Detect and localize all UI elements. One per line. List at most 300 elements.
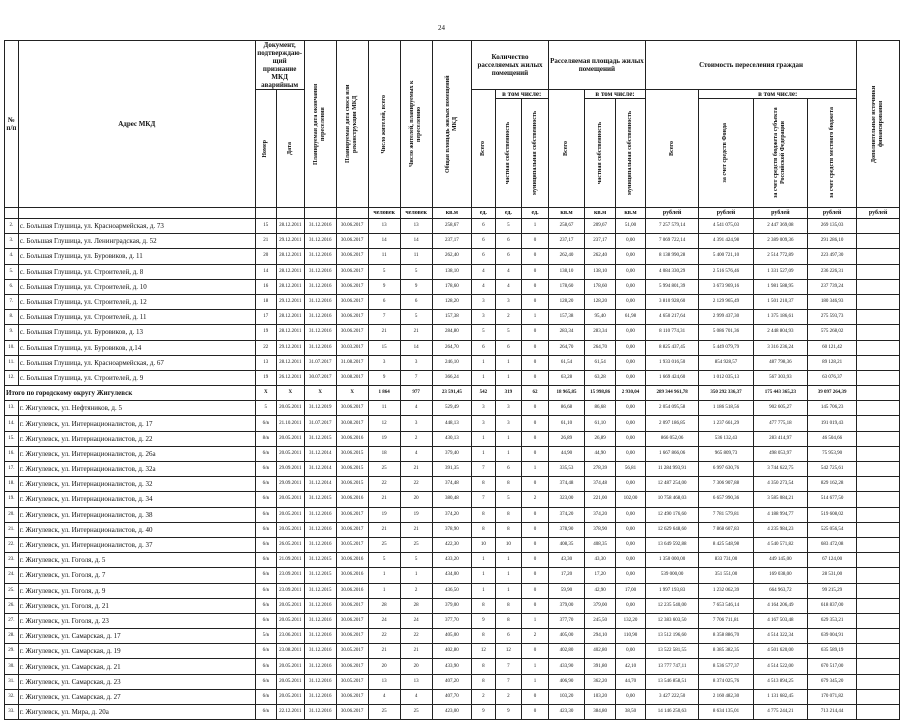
col-area-including: в том числе: <box>585 90 646 99</box>
cell-at: 103,20 <box>548 689 584 704</box>
cell-ap: 384,80 <box>585 705 616 720</box>
cell-cm: 0 <box>522 689 549 704</box>
table-row <box>5 492 900 507</box>
cell-rt: 25 <box>368 537 400 552</box>
cell-end: 31.12.2014 <box>304 462 336 477</box>
cell-dem: 30.08.2017 <box>336 416 368 431</box>
cell-loc: 39 097 264,39 <box>808 386 857 401</box>
cell-rt: 18 <box>368 446 400 461</box>
cell-reg: 175 443 365,23 <box>753 386 807 401</box>
cell-ct: 1 <box>472 583 495 598</box>
cell-cp: 3 <box>495 401 522 416</box>
cell-no: 14. <box>5 416 19 431</box>
cell-ap: 26,89 <box>585 431 616 446</box>
cell-loc: 60 121,42 <box>808 340 857 355</box>
table-row <box>5 689 900 704</box>
cell-ext <box>857 674 900 689</box>
cell-ext <box>857 340 900 355</box>
cell-addr: г. Жигулевск, ул. Гоголя, д. 7 <box>18 568 255 583</box>
table-row <box>5 264 900 279</box>
cell-cp: 4 <box>495 264 522 279</box>
cell-fund: 2 160 482,30 <box>699 689 753 704</box>
cell-dem: 30.06.2017 <box>336 219 368 234</box>
table-row <box>5 219 900 234</box>
cell-loc: 191 019,43 <box>808 416 857 431</box>
unit-cell: ед. <box>522 208 549 219</box>
cell-fund: 8 385 382,35 <box>699 644 753 659</box>
cell-ta: 430,13 <box>432 431 471 446</box>
cell-cost: 13 777 747,11 <box>645 659 698 674</box>
cell-ta: 433,90 <box>432 659 471 674</box>
cell-cm: 0 <box>522 234 549 249</box>
cell-loc: 99 215,29 <box>808 583 857 598</box>
cell-ta: 423,00 <box>432 705 471 720</box>
cell-rp: 14 <box>400 340 432 355</box>
cell-ext <box>857 583 900 598</box>
cell-dem: 30.06.2016 <box>336 431 368 446</box>
cell-fund: 7 706 711,81 <box>699 613 753 628</box>
cell-ap: 237,17 <box>585 234 616 249</box>
cell-am: 0,00 <box>616 446 646 461</box>
cell-ct: 1 <box>472 355 495 370</box>
cell-reg: 1 501 210,37 <box>753 294 807 309</box>
cell-ext <box>857 659 900 674</box>
cell-num: 6/в <box>255 674 276 689</box>
cell-loc: 28 531,00 <box>808 568 857 583</box>
cell-ext <box>857 462 900 477</box>
cell-ct: 7 <box>472 462 495 477</box>
cell-ct: 4 <box>472 264 495 279</box>
cell-num: 6/в <box>255 416 276 431</box>
cell-ct: 12 <box>472 644 495 659</box>
cell-dem: 30.06.2017 <box>336 279 368 294</box>
cell-dem: 30.06.2017 <box>336 325 368 340</box>
cell-end: 31.12.2019 <box>304 401 336 416</box>
cell-ap: 264,70 <box>585 340 616 355</box>
cell-rt: 12 <box>368 416 400 431</box>
cell-no: 18. <box>5 477 19 492</box>
cell-ext <box>857 553 900 568</box>
cell-ta: 380,48 <box>432 492 471 507</box>
cell-rp: 4 <box>400 401 432 416</box>
cell-am: 110,90 <box>616 629 646 644</box>
col-doc-number: Номер <box>255 90 276 208</box>
col-planned-demolish: Планируемая дата сноса или реконструкции МКД <box>336 41 368 208</box>
unit-cell: рублей <box>645 208 698 219</box>
cell-rp: 2 <box>400 583 432 598</box>
cell-cost: 1 667 866,06 <box>645 446 698 461</box>
cell-rp: 21 <box>400 522 432 537</box>
cell-cp: 9 <box>495 705 522 720</box>
cell-loc: 46 504,66 <box>808 431 857 446</box>
cell-addr: г. Жигулевск, ул. Интернационалистов, д. 37 <box>18 537 255 552</box>
cell-addr: г. Жигулевск, ул. Гоголя, д. 5 <box>18 553 255 568</box>
cell-cost: 866 052,06 <box>645 431 698 446</box>
cell-reg: 2 448 804,93 <box>753 325 807 340</box>
cell-num: 6/в <box>255 659 276 674</box>
cell-no: 24. <box>5 568 19 583</box>
cell-rt: 11 <box>368 401 400 416</box>
cell-date: 29.09.2011 <box>276 462 304 477</box>
cell-cp: 8 <box>495 613 522 628</box>
cell-at: 406,90 <box>548 674 584 689</box>
cell-loc: 180 346,93 <box>808 294 857 309</box>
cell-rt: 5 <box>368 553 400 568</box>
cell-cp: 1 <box>495 446 522 461</box>
cell-loc: 75 953,90 <box>808 446 857 461</box>
cell-end: 31.12.2014 <box>304 446 336 461</box>
cell-date: 29.09.2011 <box>276 477 304 492</box>
cell-num: 17 <box>255 310 276 325</box>
cell-ap: 294,10 <box>585 629 616 644</box>
cell-date: 20.05.2011 <box>276 446 304 461</box>
table-row <box>5 431 900 446</box>
cell-reg: 477 775,18 <box>753 416 807 431</box>
cell-date: 28.12.2011 <box>276 219 304 234</box>
cell-cp: 5 <box>495 492 522 507</box>
cell-fund: 350 292 336,37 <box>699 386 753 401</box>
cell-rp: 3 <box>400 416 432 431</box>
cell-at: 43,30 <box>548 553 584 568</box>
cell-ta: 284,80 <box>432 325 471 340</box>
cell-fund: 8 425 548,98 <box>699 537 753 552</box>
cell-at: 59,90 <box>548 583 584 598</box>
cell-end: 31.12.2016 <box>304 537 336 552</box>
cell-addr: г. Жигулевск, ул. Гоголя, д. 21 <box>18 598 255 613</box>
cell-ap: 262,40 <box>585 249 616 264</box>
table-row <box>5 294 900 309</box>
cell-ta: 23 591,45 <box>432 386 471 401</box>
cell-no: 32. <box>5 689 19 704</box>
cell-end: 31.12.2016 <box>304 659 336 674</box>
cell-rt: 19 <box>368 507 400 522</box>
col-number: № п/п <box>5 41 19 208</box>
table-row <box>5 279 900 294</box>
cell-at: 405,00 <box>548 629 584 644</box>
cell-addr: г. Жигулевск, ул. Самарская, д. 23 <box>18 674 255 689</box>
table-row <box>5 537 900 552</box>
table-row <box>5 234 900 249</box>
col-area-total: Всего <box>548 90 584 208</box>
cell-loc: 683 472,08 <box>808 537 857 552</box>
cell-dem: 30.08.2017 <box>336 370 368 385</box>
cell-end: 31.12.2016 <box>304 294 336 309</box>
cell-ct: 1 <box>472 553 495 568</box>
cell-no: 13. <box>5 401 19 416</box>
cell-loc: 635 589,19 <box>808 644 857 659</box>
cell-ext <box>857 613 900 628</box>
cell-rt: 6 <box>368 294 400 309</box>
cell-cost: 5 994 801,39 <box>645 279 698 294</box>
cell-ct: 1 <box>472 446 495 461</box>
cell-cp: 1 <box>495 355 522 370</box>
cell-rt: 21 <box>368 644 400 659</box>
cell-dem: 30.05.2017 <box>336 674 368 689</box>
col-cost-regional: за счет средств бюджета субъекта Российской Федерации <box>753 99 807 208</box>
cell-no: 27. <box>5 613 19 628</box>
cell-loc: 89 128,21 <box>808 355 857 370</box>
cell-addr: с. Большая Глушица, ул. Строителей, д. 9 <box>18 370 255 385</box>
cell-end: 31.12.2016 <box>304 264 336 279</box>
cell-cost: 539 000,00 <box>645 568 698 583</box>
cell-at: 157,38 <box>548 310 584 325</box>
col-area-municipal: муниципальная собственность <box>616 99 646 208</box>
cell-addr: с. Большая Глушица, ул. Красноармейская, д. 67 <box>18 355 255 370</box>
cell-ap: 221,00 <box>585 492 616 507</box>
cell-ext <box>857 507 900 522</box>
cell-cm: 0 <box>522 249 549 264</box>
cell-ext <box>857 477 900 492</box>
cell-dem: 30.06.2016 <box>336 568 368 583</box>
cell-loc: 170 071,82 <box>808 689 857 704</box>
cell-ct: 9 <box>472 705 495 720</box>
cell-ext <box>857 386 900 401</box>
cell-ct: 3 <box>472 294 495 309</box>
table-row <box>5 583 900 598</box>
unit-cell: рублей <box>857 208 900 219</box>
cell-cm: 0 <box>522 446 549 461</box>
cell-cm: 0 <box>522 294 549 309</box>
cell-addr: г. Жигулевск, ул. Интернационалистов, д. 26а <box>18 446 255 461</box>
cell-num: 6/в <box>255 492 276 507</box>
cell-fund: 8 634 135,01 <box>699 705 753 720</box>
cell-end: 31.12.2015 <box>304 583 336 598</box>
cell-dem: 30.06.2017 <box>336 234 368 249</box>
cell-addr: с. Большая Глушица, ул. Строителей, д. 10 <box>18 279 255 294</box>
cell-cm: 0 <box>522 598 549 613</box>
cell-num: 6/в <box>255 568 276 583</box>
cell-ta: 138,10 <box>432 264 471 279</box>
cell-ct: 4 <box>472 279 495 294</box>
cell-end: 31.12.2016 <box>304 705 336 720</box>
cell-rt: 13 <box>368 674 400 689</box>
cell-reg: 283 414,97 <box>753 431 807 446</box>
cell-cost: 1 669 424,60 <box>645 370 698 385</box>
cell-reg: 1 331 527,09 <box>753 264 807 279</box>
cell-date: X <box>276 386 304 401</box>
cell-dem: 30.06.2016 <box>336 583 368 598</box>
cell-cm: 62 <box>522 386 549 401</box>
col-count-including: в том числе: <box>495 90 548 99</box>
cell-reg: 4 513 894,25 <box>753 674 807 689</box>
cell-reg: 169 038,00 <box>753 568 807 583</box>
cell-rt: 9 <box>368 279 400 294</box>
col-cost-including: в том числе: <box>699 90 857 99</box>
cell-ext <box>857 522 900 537</box>
cell-at: 138,10 <box>548 264 584 279</box>
cell-num: 6/в <box>255 462 276 477</box>
cell-end: X <box>304 386 336 401</box>
cell-ap: 61,54 <box>585 355 616 370</box>
cell-cost: 1 933 016,50 <box>645 355 698 370</box>
col-residents-total: Число жителей, всего <box>368 41 400 208</box>
cell-ct: 8 <box>472 598 495 613</box>
cell-num: 22 <box>255 340 276 355</box>
cell-am: 0,00 <box>616 401 646 416</box>
cell-cp: 10 <box>495 537 522 552</box>
cell-at: 128,20 <box>548 294 584 309</box>
col-count-municipal: муниципальная собственность <box>522 99 549 208</box>
cell-num: X <box>255 386 276 401</box>
cell-cp: 3 <box>495 294 522 309</box>
cell-rt: 1 <box>368 583 400 598</box>
cell-ta: 246,10 <box>432 355 471 370</box>
cell-at: 86,68 <box>548 401 584 416</box>
cell-date: 23.09.2011 <box>276 568 304 583</box>
cell-dem: 30.06.2017 <box>336 401 368 416</box>
cell-fund: 536 132,43 <box>699 431 753 446</box>
cell-rt: 25 <box>368 462 400 477</box>
cell-reg: 2 447 369,08 <box>753 219 807 234</box>
table-row <box>5 325 900 340</box>
cell-end: 31.12.2016 <box>304 613 336 628</box>
cell-cm: 0 <box>522 477 549 492</box>
cell-ap: 374,48 <box>585 477 616 492</box>
cell-date: 20.05.2011 <box>276 598 304 613</box>
cell-rp: 13 <box>400 219 432 234</box>
cell-ext <box>857 325 900 340</box>
cell-ta: 529,49 <box>432 401 471 416</box>
col-cost-local: за счет средств местного бюджета <box>808 99 857 208</box>
cell-cm: 1 <box>522 659 549 674</box>
cell-ta: 402,80 <box>432 644 471 659</box>
cell-ext <box>857 568 900 583</box>
cell-cm: 0 <box>522 279 549 294</box>
table-row <box>5 401 900 416</box>
cell-reg: 4 167 503,48 <box>753 613 807 628</box>
cell-am: 0,00 <box>616 507 646 522</box>
cell-ext <box>857 629 900 644</box>
cell-ext <box>857 234 900 249</box>
cell-cp: 8 <box>495 507 522 522</box>
cell-dem: 30.05.2017 <box>336 537 368 552</box>
cell-at: 264,70 <box>548 340 584 355</box>
cell-cp: 2 <box>495 689 522 704</box>
cell-cp: 7 <box>495 674 522 689</box>
cell-at: 408,35 <box>548 537 584 552</box>
cell-end: 31.12.2014 <box>304 477 336 492</box>
cell-ap: 245,50 <box>585 613 616 628</box>
cell-cost: 14 146 250,63 <box>645 705 698 720</box>
cell-date: 22.12.2011 <box>276 705 304 720</box>
cell-cm: 1 <box>522 310 549 325</box>
cell-ap: 61,10 <box>585 416 616 431</box>
cell-loc: 525 056,54 <box>808 522 857 537</box>
cell-fund: 6 657 990,36 <box>699 492 753 507</box>
cell-num: 19 <box>255 370 276 385</box>
table-row <box>5 370 900 385</box>
cell-end: 30.07.2017 <box>304 370 336 385</box>
cell-fund: 8 374 025,76 <box>699 674 753 689</box>
cell-rp: 13 <box>400 674 432 689</box>
cell-num: 6/в <box>255 553 276 568</box>
cell-ap: 44,90 <box>585 446 616 461</box>
cell-loc: 829 162,28 <box>808 477 857 492</box>
cell-ext <box>857 264 900 279</box>
cell-end: 31.12.2016 <box>304 340 336 355</box>
cell-am: 0,00 <box>616 598 646 613</box>
cell-ta: 379,00 <box>432 598 471 613</box>
cell-ext <box>857 431 900 446</box>
cell-ct: 8 <box>472 674 495 689</box>
cell-no: 26. <box>5 598 19 613</box>
cell-rp: 21 <box>400 644 432 659</box>
cell-cost: 8 825 437,45 <box>645 340 698 355</box>
cell-ap: 103,20 <box>585 689 616 704</box>
cell-ap: 128,20 <box>585 294 616 309</box>
cell-date: 28.12.2011 <box>276 279 304 294</box>
cell-addr: г. Жигулевск, ул. Интернационалистов, д. 32а <box>18 462 255 477</box>
cell-rp: 9 <box>400 279 432 294</box>
cell-ext <box>857 705 900 720</box>
cell-rt: 13 <box>368 219 400 234</box>
cell-cm: 0 <box>522 416 549 431</box>
cell-dem: 30.05.2017 <box>336 644 368 659</box>
cell-loc: 670 517,00 <box>808 659 857 674</box>
cell-fund: 8 358 886,70 <box>699 629 753 644</box>
cell-cost: 13 649 592,88 <box>645 537 698 552</box>
cell-end: 31.07.2017 <box>304 355 336 370</box>
cell-date: 26.12.2011 <box>276 370 304 385</box>
cell-date: 28.12.2011 <box>276 355 304 370</box>
cell-am: 44,70 <box>616 674 646 689</box>
col-doc-date: Дата <box>276 90 304 208</box>
cell-at: 374,20 <box>548 507 584 522</box>
cell-no: 30. <box>5 659 19 674</box>
cell-reg: 498 053,97 <box>753 446 807 461</box>
cell-cost: 3 810 928,60 <box>645 294 698 309</box>
cell-end: 31.12.2016 <box>304 674 336 689</box>
cell-ta: 422,30 <box>432 537 471 552</box>
cell-rt: 28 <box>368 598 400 613</box>
cell-rp: 4 <box>400 446 432 461</box>
cell-loc: 223 497,30 <box>808 249 857 264</box>
cell-addr: с. Большая Глушица, ул. Ленинградская, д. 52 <box>18 234 255 249</box>
cell-ct: 1 <box>472 568 495 583</box>
cell-ct: 6 <box>472 249 495 264</box>
cell-addr: г. Жигулевск, ул. Интернационалистов, д. 38 <box>18 507 255 522</box>
cell-num: 6/в <box>255 644 276 659</box>
cell-reg: 4 350 273,54 <box>753 477 807 492</box>
table-row <box>5 249 900 264</box>
cell-no: 12. <box>5 370 19 385</box>
cell-date: 20.05.2011 <box>276 613 304 628</box>
cell-ap: 63,28 <box>585 370 616 385</box>
cell-dem: 30.06.2017 <box>336 659 368 674</box>
cell-ct: 1 <box>472 431 495 446</box>
table-row <box>5 340 900 355</box>
cell-reg: 664 963,72 <box>753 583 807 598</box>
cell-ap: 95,40 <box>585 310 616 325</box>
cell-loc: 291 286,10 <box>808 234 857 249</box>
cell-addr: г. Жигулевск, ул. Гоголя, д. 23 <box>18 613 255 628</box>
cell-num: 6/в <box>255 705 276 720</box>
cell-loc: 514 677,50 <box>808 492 857 507</box>
cell-ta: 378,90 <box>432 522 471 537</box>
cell-loc: 542 725,61 <box>808 462 857 477</box>
cell-am: 102,00 <box>616 492 646 507</box>
cell-cm: 1 <box>522 674 549 689</box>
cell-rt: 20 <box>368 659 400 674</box>
cell-cm: 0 <box>522 507 549 522</box>
table-row <box>5 355 900 370</box>
cell-at: 44,90 <box>548 446 584 461</box>
cell-end: 31.12.2016 <box>304 507 336 522</box>
cell-rt: 21 <box>368 492 400 507</box>
cell-cp: 1 <box>495 583 522 598</box>
cell-cp: 6 <box>495 234 522 249</box>
cell-rp: 5 <box>400 264 432 279</box>
